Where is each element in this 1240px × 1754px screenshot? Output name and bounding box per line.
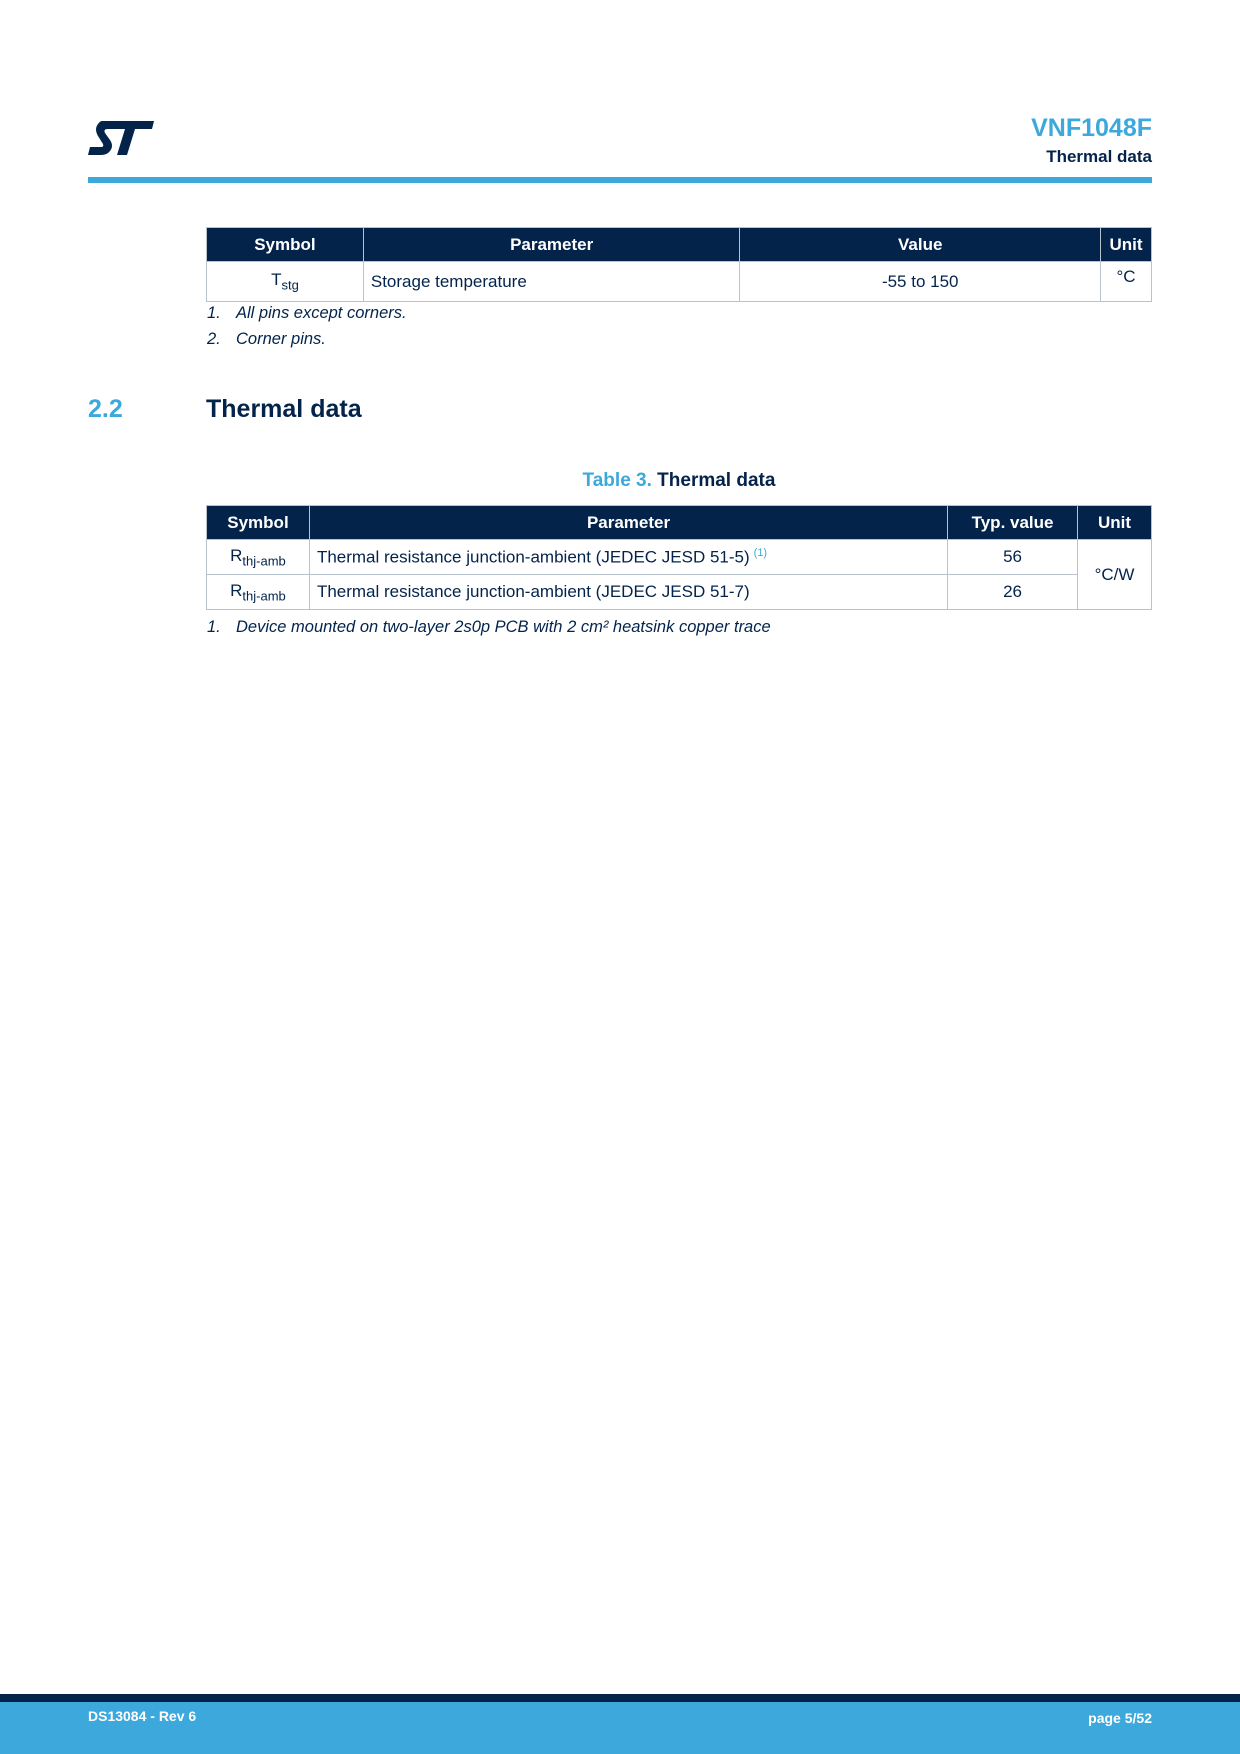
table-header-row (207, 228, 1152, 262)
parameter-text: Thermal resistance junction-ambient (JEDEC JESD 51-5) (316, 547, 750, 567)
value-cell: 26 (948, 575, 1078, 610)
section-title: Thermal data (206, 395, 362, 423)
symbol-subscript: thj-amb (242, 588, 286, 604)
value-cell: 56 (948, 540, 1078, 575)
section-number: 2.2 (88, 395, 123, 423)
symbol-main: T (271, 270, 282, 290)
footer-rule (0, 1694, 1240, 1702)
table-caption-title: Thermal data (657, 470, 776, 491)
table-caption-label: Table 3. (582, 470, 652, 491)
footnote-number: 1. (207, 618, 221, 636)
footnote (207, 618, 771, 637)
parameter-cell (309, 540, 947, 575)
symbol-cell (207, 262, 364, 302)
symbol-main: R (230, 545, 243, 565)
column-header: Unit (1078, 506, 1152, 540)
footnote-number: 2. (207, 330, 221, 348)
symbol-subscript: thj-amb (242, 553, 286, 569)
column-header: Typ. value (948, 506, 1078, 540)
value-cell: -55 to 150 (740, 262, 1101, 302)
absolute-ratings-table (206, 227, 1152, 302)
parameter-cell: Thermal resistance junction-ambient (JEDEC JESD 51-7) (309, 575, 947, 610)
column-header: Symbol (207, 228, 364, 262)
footnote-number: 1. (207, 304, 221, 322)
column-header: Parameter (363, 228, 740, 262)
document-reference: DS13084 - Rev 6 (88, 1708, 197, 1724)
table-row (207, 575, 1152, 610)
column-header: Unit (1100, 228, 1151, 262)
footnote-reference: (1) (753, 546, 768, 559)
document-title: VNF1048F (1031, 114, 1152, 142)
column-header: Symbol (207, 506, 310, 540)
table-caption (206, 470, 1152, 492)
parameter-cell: Storage temperature (363, 262, 740, 302)
footnote (207, 304, 407, 323)
header-rule (88, 177, 1152, 183)
footnote-text: Device mounted on two-layer 2s0p PCB with 2 cm² heatsink copper trace (236, 618, 771, 636)
footnote (207, 330, 326, 349)
column-header: Value (740, 228, 1101, 262)
unit-cell: °C (1100, 262, 1151, 302)
thermal-data-table (206, 505, 1152, 610)
footnote-text: Corner pins. (236, 330, 326, 348)
symbol-subscript: stg (281, 277, 299, 293)
symbol-cell (207, 540, 310, 575)
document-subtitle: Thermal data (1046, 147, 1152, 166)
table-header-row (207, 506, 1152, 540)
st-logo-icon (88, 118, 158, 158)
footnote-text: All pins except corners. (236, 304, 407, 322)
column-header: Parameter (309, 506, 947, 540)
symbol-main: R (230, 580, 243, 600)
table-row (207, 540, 1152, 575)
page-number: page 5/52 (1088, 1710, 1152, 1726)
table-row (207, 262, 1152, 302)
symbol-cell (207, 575, 310, 610)
unit-cell: °C/W (1078, 540, 1152, 610)
